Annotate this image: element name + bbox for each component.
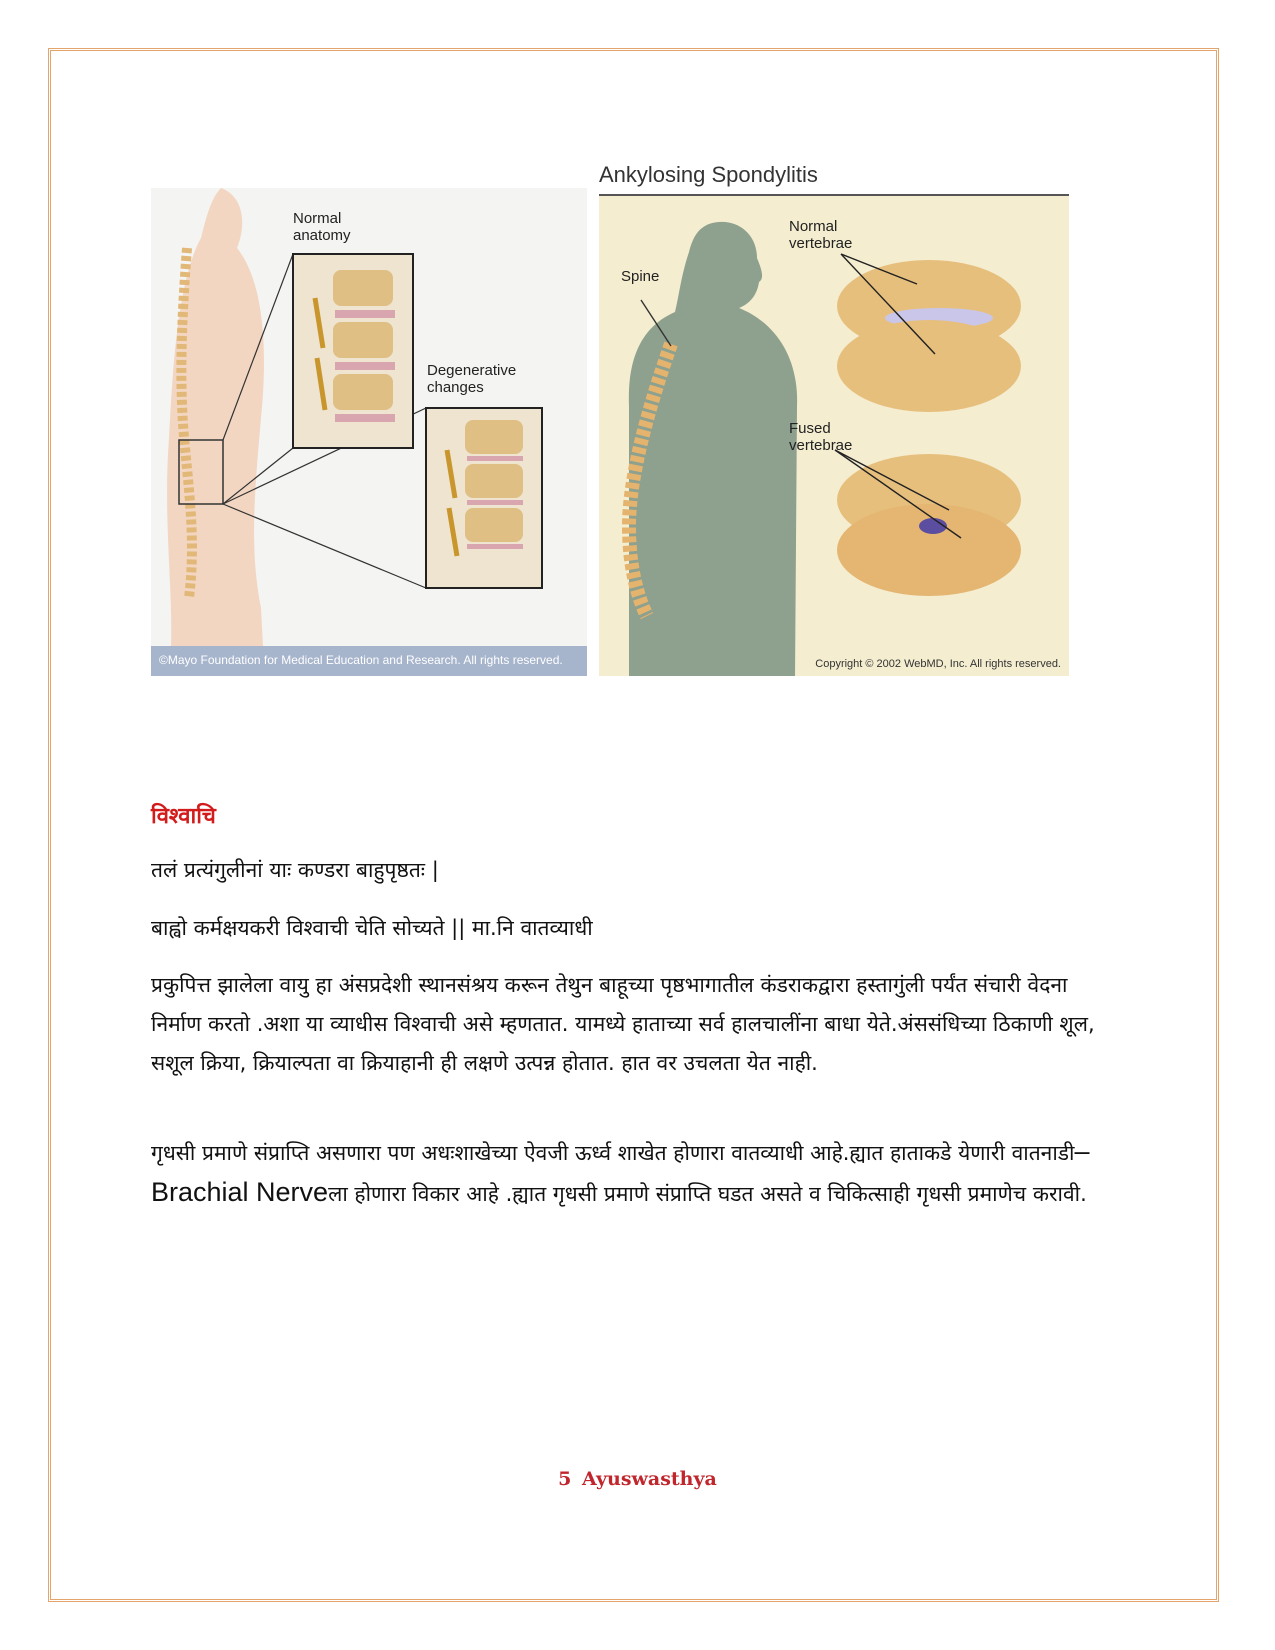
label-fused-vertebrae-line1: Fused [789, 420, 831, 437]
verse-line-1: तलं प्रत्यंगुलीनां याः कण्डरा बाहुपृष्ठतः | [151, 858, 439, 882]
label-normal-line1: Normal [293, 210, 342, 227]
label-degenerative-line2: changes [427, 379, 484, 396]
verse-line-2: बाह्वो कर्मक्षयकरी विश्वाची चेति सोच्यते || मा.नि वातव्याधी [151, 916, 593, 940]
paragraph-2-latin-term: –Brachial Nerve [151, 1136, 1090, 1207]
left-figure-copyright: ©Mayo Foundation for Medical Education and Research. All rights reserved. [159, 653, 563, 667]
right-figure-title: Ankylosing Spondylitis [599, 162, 818, 187]
paragraph-2-part-1: गृधसी प्रमाणे संप्राप्ति असणारा पण अधःशाखेच्या ऐवजी ऊर्ध्व शाखेत होणारा वातव्याधी आहे.ह्यात हाताकडे येणारी वातनाडी [151, 1141, 1075, 1165]
left-figure-copyright-bar [151, 646, 587, 676]
label-normal-vertebrae [789, 218, 852, 252]
footer-title: Ayuswasthya [582, 1468, 717, 1490]
paragraph-2-part-2: ला होणारा विकार आहे .ह्यात गृधसी प्रमाणे संप्राप्ति घडत असते व चिकित्साही गृधसी प्रमाणेच करावी. [328, 1182, 1087, 1206]
label-degenerative-changes [427, 362, 516, 396]
label-normal-vertebrae-line2: vertebrae [789, 235, 853, 252]
label-fused-vertebrae-line2: vertebrae [789, 437, 853, 454]
label-normal-line2: anatomy [293, 227, 351, 244]
label-spine: Spine [621, 268, 660, 285]
paragraph-1: प्रकुपित्त झालेला वायु हा अंसप्रदेशी स्थानसंश्रय करून तेथुन बाहूच्या पृष्ठभागातील कंडराकद्वारा हस्तागुंली पर्यंत संचारी वेदना निर्माण करतो .अशा या व्याधीस विश्वाची असे म्हणतात. यामध्ये हाताच्या सर्व हालचालींना बाधा येते.अंससंधिच्या ठिकाणी शूल, सशूल क्रिया, क्रियाल्पता वा क्रियाहानी ही लक्षणे उत्पन्न होतात. हात वर उचलता येत नाही. [151, 973, 1095, 1075]
figure-ankylosing-spondylitis [599, 158, 1069, 676]
figure-spine-anatomy [151, 188, 587, 676]
right-figure-panel [599, 194, 1069, 676]
label-normal-vertebrae-line1: Normal [789, 218, 838, 235]
right-figure-copyright: Copyright © 2002 WebMD, Inc. All rights reserved. [815, 658, 1061, 670]
label-fused-vertebrae [789, 420, 852, 454]
page-footer [0, 1468, 1275, 1490]
label-degenerative-line1: Degenerative [427, 362, 517, 379]
paragraph-2 [151, 1132, 1111, 1214]
page-number: 5 [558, 1468, 572, 1490]
label-normal-anatomy [293, 210, 351, 244]
section-heading: विश्वाचि [151, 804, 216, 829]
spine-anatomy-illustration [151, 188, 587, 676]
